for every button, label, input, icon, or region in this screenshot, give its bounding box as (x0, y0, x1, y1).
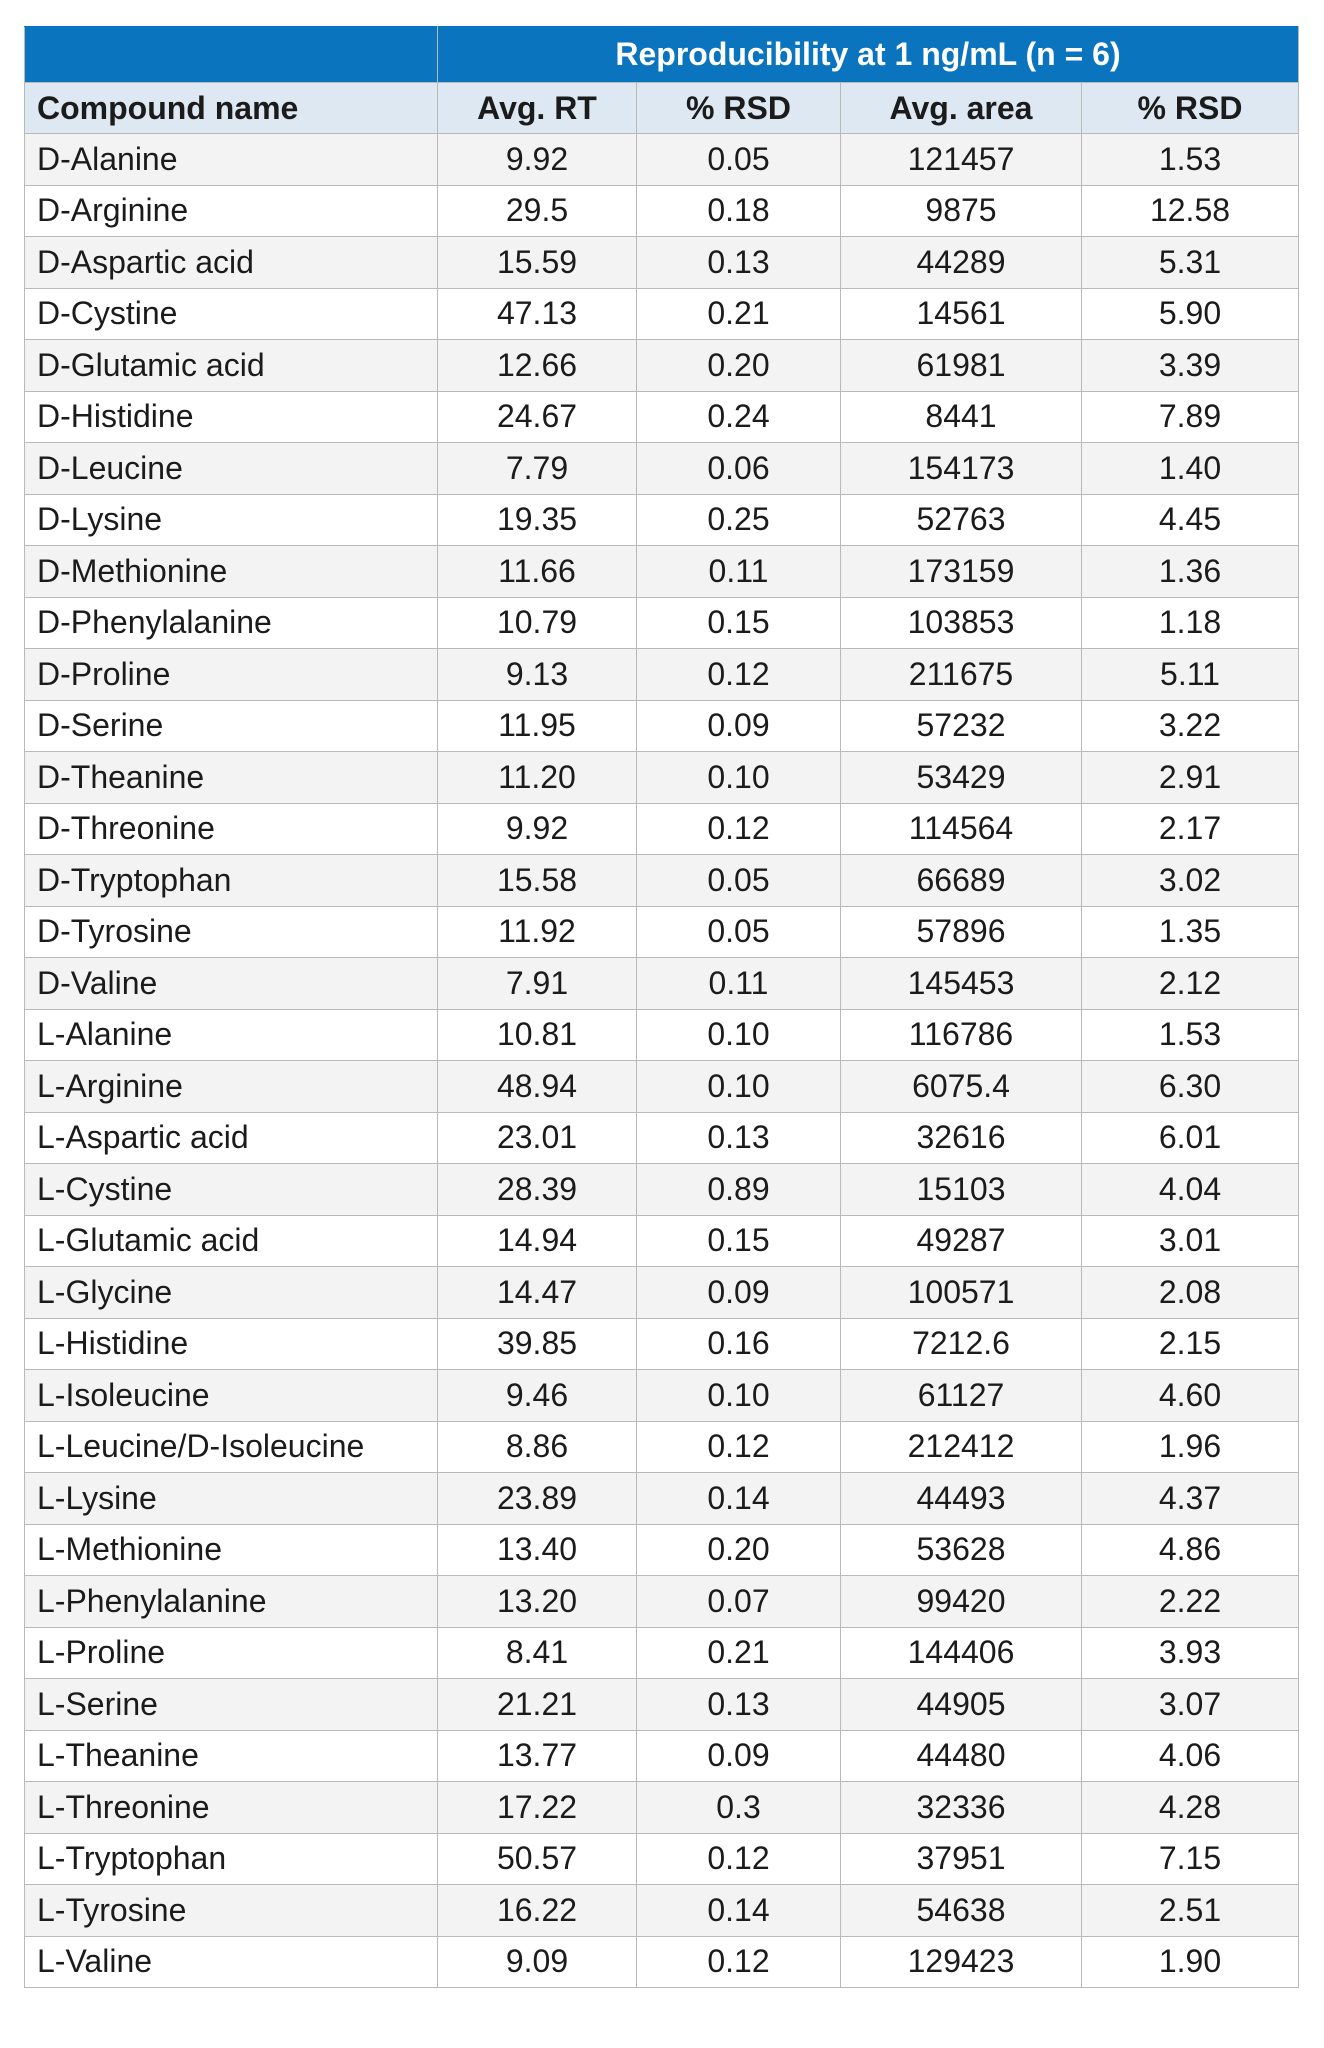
avg-rt-cell: 23.01 (438, 1112, 637, 1164)
table-row (25, 649, 1299, 701)
avg-area-cell: 54638 (841, 1885, 1082, 1937)
compound-name-cell: L-Serine (25, 1679, 438, 1731)
table-row (25, 1164, 1299, 1216)
compound-name-cell: D-Arginine (25, 185, 438, 237)
area-rsd-cell: 5.31 (1082, 237, 1299, 289)
avg-area-cell: 61127 (841, 1370, 1082, 1422)
compound-name-cell: D-Tryptophan (25, 855, 438, 907)
rt-rsd-cell: 0.24 (637, 391, 841, 443)
compound-name-cell: D-Tyrosine (25, 906, 438, 958)
compound-name-cell: L-Histidine (25, 1318, 438, 1370)
rt-rsd-cell: 0.10 (637, 1061, 841, 1113)
avg-area-cell: 116786 (841, 1009, 1082, 1061)
table-row (25, 700, 1299, 752)
avg-area-cell: 6075.4 (841, 1061, 1082, 1113)
table-row (25, 1679, 1299, 1731)
avg-rt-cell: 11.20 (438, 752, 637, 804)
avg-rt-cell: 10.79 (438, 597, 637, 649)
compound-name-cell: D-Cystine (25, 288, 438, 340)
column-header-rt-rsd: % RSD (637, 83, 841, 134)
column-header-avg-rt: Avg. RT (438, 83, 637, 134)
avg-area-cell: 57232 (841, 700, 1082, 752)
avg-area-cell: 114564 (841, 803, 1082, 855)
avg-area-cell: 32336 (841, 1782, 1082, 1834)
avg-rt-cell: 13.77 (438, 1730, 637, 1782)
compound-name-cell: D-Serine (25, 700, 438, 752)
avg-rt-cell: 13.20 (438, 1576, 637, 1628)
area-rsd-cell: 4.28 (1082, 1782, 1299, 1834)
avg-area-cell: 66689 (841, 855, 1082, 907)
rt-rsd-cell: 0.20 (637, 340, 841, 392)
area-rsd-cell: 7.89 (1082, 391, 1299, 443)
area-rsd-cell: 1.53 (1082, 134, 1299, 186)
table-row (25, 1215, 1299, 1267)
area-rsd-cell: 5.11 (1082, 649, 1299, 701)
rt-rsd-cell: 0.13 (637, 1112, 841, 1164)
area-rsd-cell: 1.36 (1082, 546, 1299, 598)
table-row (25, 1885, 1299, 1937)
avg-rt-cell: 16.22 (438, 1885, 637, 1937)
compound-name-cell: L-Isoleucine (25, 1370, 438, 1422)
avg-area-cell: 173159 (841, 546, 1082, 598)
avg-rt-cell: 24.67 (438, 391, 637, 443)
table-row (25, 597, 1299, 649)
column-header-row (25, 83, 1299, 134)
compound-name-cell: L-Phenylalanine (25, 1576, 438, 1628)
area-rsd-cell: 1.35 (1082, 906, 1299, 958)
avg-rt-cell: 9.09 (438, 1936, 637, 1988)
compound-name-cell: L-Threonine (25, 1782, 438, 1834)
rt-rsd-cell: 0.09 (637, 1267, 841, 1319)
compound-name-cell: L-Proline (25, 1627, 438, 1679)
table-row (25, 855, 1299, 907)
rt-rsd-cell: 0.11 (637, 546, 841, 598)
rt-rsd-cell: 0.12 (637, 803, 841, 855)
compound-name-cell: D-Theanine (25, 752, 438, 804)
rt-rsd-cell: 0.13 (637, 1679, 841, 1731)
avg-area-cell: 53628 (841, 1524, 1082, 1576)
table-row (25, 340, 1299, 392)
compound-name-cell: D-Histidine (25, 391, 438, 443)
rt-rsd-cell: 0.10 (637, 1009, 841, 1061)
area-rsd-cell: 3.93 (1082, 1627, 1299, 1679)
avg-rt-cell: 14.94 (438, 1215, 637, 1267)
avg-area-cell: 44493 (841, 1473, 1082, 1525)
compound-name-cell: L-Tryptophan (25, 1833, 438, 1885)
reproducibility-table-container (24, 26, 1298, 1988)
rt-rsd-cell: 0.14 (637, 1885, 841, 1937)
table-row (25, 1833, 1299, 1885)
area-rsd-cell: 4.45 (1082, 494, 1299, 546)
avg-area-cell: 37951 (841, 1833, 1082, 1885)
compound-name-cell: D-Phenylalanine (25, 597, 438, 649)
compound-name-cell: L-Theanine (25, 1730, 438, 1782)
compound-name-cell: L-Leucine/D-Isoleucine (25, 1421, 438, 1473)
table-row (25, 1112, 1299, 1164)
area-rsd-cell: 4.60 (1082, 1370, 1299, 1422)
rt-rsd-cell: 0.21 (637, 1627, 841, 1679)
compound-name-cell: L-Alanine (25, 1009, 438, 1061)
rt-rsd-cell: 0.05 (637, 134, 841, 186)
avg-area-cell: 49287 (841, 1215, 1082, 1267)
area-rsd-cell: 2.91 (1082, 752, 1299, 804)
table-row (25, 1524, 1299, 1576)
avg-rt-cell: 19.35 (438, 494, 637, 546)
area-rsd-cell: 1.96 (1082, 1421, 1299, 1473)
area-rsd-cell: 4.37 (1082, 1473, 1299, 1525)
rt-rsd-cell: 0.09 (637, 1730, 841, 1782)
compound-name-cell: L-Lysine (25, 1473, 438, 1525)
avg-area-cell: 53429 (841, 752, 1082, 804)
avg-rt-cell: 11.92 (438, 906, 637, 958)
table-row (25, 1936, 1299, 1988)
table-row (25, 1576, 1299, 1628)
compound-name-cell: D-Alanine (25, 134, 438, 186)
table-row (25, 1782, 1299, 1834)
rt-rsd-cell: 0.12 (637, 1421, 841, 1473)
avg-area-cell: 100571 (841, 1267, 1082, 1319)
area-rsd-cell: 4.04 (1082, 1164, 1299, 1216)
rt-rsd-cell: 0.20 (637, 1524, 841, 1576)
table-row (25, 958, 1299, 1010)
area-rsd-cell: 2.12 (1082, 958, 1299, 1010)
rt-rsd-cell: 0.05 (637, 906, 841, 958)
column-header-area-rsd: % RSD (1082, 83, 1299, 134)
column-header-compound-name: Compound name (25, 83, 438, 134)
rt-rsd-cell: 0.15 (637, 1215, 841, 1267)
avg-rt-cell: 8.41 (438, 1627, 637, 1679)
area-rsd-cell: 1.18 (1082, 597, 1299, 649)
avg-area-cell: 8441 (841, 391, 1082, 443)
compound-name-cell: D-Glutamic acid (25, 340, 438, 392)
group-header-blank-cell (25, 27, 438, 83)
rt-rsd-cell: 0.89 (637, 1164, 841, 1216)
avg-area-cell: 211675 (841, 649, 1082, 701)
avg-rt-cell: 29.5 (438, 185, 637, 237)
avg-rt-cell: 7.91 (438, 958, 637, 1010)
avg-rt-cell: 21.21 (438, 1679, 637, 1731)
area-rsd-cell: 1.53 (1082, 1009, 1299, 1061)
area-rsd-cell: 6.01 (1082, 1112, 1299, 1164)
area-rsd-cell: 12.58 (1082, 185, 1299, 237)
table-row (25, 391, 1299, 443)
avg-rt-cell: 9.46 (438, 1370, 637, 1422)
rt-rsd-cell: 0.18 (637, 185, 841, 237)
area-rsd-cell: 1.40 (1082, 443, 1299, 495)
area-rsd-cell: 2.08 (1082, 1267, 1299, 1319)
compound-name-cell: L-Cystine (25, 1164, 438, 1216)
avg-area-cell: 44480 (841, 1730, 1082, 1782)
compound-name-cell: L-Tyrosine (25, 1885, 438, 1937)
table-row (25, 1421, 1299, 1473)
avg-rt-cell: 17.22 (438, 1782, 637, 1834)
area-rsd-cell: 2.22 (1082, 1576, 1299, 1628)
avg-rt-cell: 15.59 (438, 237, 637, 289)
rt-rsd-cell: 0.12 (637, 1936, 841, 1988)
avg-area-cell: 212412 (841, 1421, 1082, 1473)
avg-rt-cell: 9.92 (438, 134, 637, 186)
compound-name-cell: D-Leucine (25, 443, 438, 495)
rt-rsd-cell: 0.10 (637, 752, 841, 804)
avg-rt-cell: 9.13 (438, 649, 637, 701)
rt-rsd-cell: 0.21 (637, 288, 841, 340)
table-row (25, 906, 1299, 958)
rt-rsd-cell: 0.13 (637, 237, 841, 289)
table-row (25, 1318, 1299, 1370)
avg-rt-cell: 13.40 (438, 1524, 637, 1576)
avg-area-cell: 144406 (841, 1627, 1082, 1679)
avg-rt-cell: 50.57 (438, 1833, 637, 1885)
avg-rt-cell: 11.66 (438, 546, 637, 598)
area-rsd-cell: 2.15 (1082, 1318, 1299, 1370)
table-row (25, 1730, 1299, 1782)
table-row (25, 1370, 1299, 1422)
avg-area-cell: 44289 (841, 237, 1082, 289)
avg-rt-cell: 15.58 (438, 855, 637, 907)
avg-area-cell: 103853 (841, 597, 1082, 649)
area-rsd-cell: 3.02 (1082, 855, 1299, 907)
group-header-title: Reproducibility at 1 ng/mL (n = 6) (438, 27, 1299, 83)
rt-rsd-cell: 0.11 (637, 958, 841, 1010)
compound-name-cell: D-Proline (25, 649, 438, 701)
avg-rt-cell: 8.86 (438, 1421, 637, 1473)
area-rsd-cell: 5.90 (1082, 288, 1299, 340)
area-rsd-cell: 1.90 (1082, 1936, 1299, 1988)
compound-name-cell: D-Aspartic acid (25, 237, 438, 289)
table-row (25, 1061, 1299, 1113)
compound-name-cell: L-Glutamic acid (25, 1215, 438, 1267)
rt-rsd-cell: 0.07 (637, 1576, 841, 1628)
table-row (25, 237, 1299, 289)
table-row (25, 494, 1299, 546)
avg-area-cell: 32616 (841, 1112, 1082, 1164)
area-rsd-cell: 3.22 (1082, 700, 1299, 752)
compound-name-cell: L-Methionine (25, 1524, 438, 1576)
compound-name-cell: D-Methionine (25, 546, 438, 598)
reproducibility-table (24, 26, 1299, 1988)
avg-area-cell: 129423 (841, 1936, 1082, 1988)
avg-area-cell: 57896 (841, 906, 1082, 958)
area-rsd-cell: 2.51 (1082, 1885, 1299, 1937)
avg-area-cell: 14561 (841, 288, 1082, 340)
avg-rt-cell: 11.95 (438, 700, 637, 752)
area-rsd-cell: 6.30 (1082, 1061, 1299, 1113)
area-rsd-cell: 3.39 (1082, 340, 1299, 392)
table-row (25, 1473, 1299, 1525)
avg-area-cell: 145453 (841, 958, 1082, 1010)
avg-area-cell: 9875 (841, 185, 1082, 237)
table-row (25, 803, 1299, 855)
avg-rt-cell: 39.85 (438, 1318, 637, 1370)
table-row (25, 1009, 1299, 1061)
avg-area-cell: 121457 (841, 134, 1082, 186)
avg-area-cell: 15103 (841, 1164, 1082, 1216)
table-row (25, 752, 1299, 804)
table-row (25, 288, 1299, 340)
table-row (25, 134, 1299, 186)
rt-rsd-cell: 0.25 (637, 494, 841, 546)
rt-rsd-cell: 0.09 (637, 700, 841, 752)
group-header-row (25, 27, 1299, 83)
compound-name-cell: L-Arginine (25, 1061, 438, 1113)
avg-area-cell: 52763 (841, 494, 1082, 546)
table-row (25, 1267, 1299, 1319)
column-header-avg-area: Avg. area (841, 83, 1082, 134)
avg-rt-cell: 23.89 (438, 1473, 637, 1525)
compound-name-cell: L-Glycine (25, 1267, 438, 1319)
area-rsd-cell: 3.01 (1082, 1215, 1299, 1267)
rt-rsd-cell: 0.05 (637, 855, 841, 907)
avg-rt-cell: 7.79 (438, 443, 637, 495)
rt-rsd-cell: 0.06 (637, 443, 841, 495)
avg-area-cell: 44905 (841, 1679, 1082, 1731)
table-body (25, 134, 1299, 1988)
rt-rsd-cell: 0.12 (637, 1833, 841, 1885)
rt-rsd-cell: 0.10 (637, 1370, 841, 1422)
avg-area-cell: 7212.6 (841, 1318, 1082, 1370)
avg-rt-cell: 14.47 (438, 1267, 637, 1319)
area-rsd-cell: 3.07 (1082, 1679, 1299, 1731)
compound-name-cell: D-Valine (25, 958, 438, 1010)
compound-name-cell: L-Valine (25, 1936, 438, 1988)
table-row (25, 1627, 1299, 1679)
rt-rsd-cell: 0.16 (637, 1318, 841, 1370)
area-rsd-cell: 4.86 (1082, 1524, 1299, 1576)
area-rsd-cell: 4.06 (1082, 1730, 1299, 1782)
table-row (25, 546, 1299, 598)
rt-rsd-cell: 0.14 (637, 1473, 841, 1525)
table-row (25, 443, 1299, 495)
compound-name-cell: D-Lysine (25, 494, 438, 546)
compound-name-cell: D-Threonine (25, 803, 438, 855)
avg-area-cell: 61981 (841, 340, 1082, 392)
avg-rt-cell: 28.39 (438, 1164, 637, 1216)
rt-rsd-cell: 0.12 (637, 649, 841, 701)
avg-area-cell: 99420 (841, 1576, 1082, 1628)
area-rsd-cell: 7.15 (1082, 1833, 1299, 1885)
rt-rsd-cell: 0.3 (637, 1782, 841, 1834)
avg-area-cell: 154173 (841, 443, 1082, 495)
avg-rt-cell: 9.92 (438, 803, 637, 855)
area-rsd-cell: 2.17 (1082, 803, 1299, 855)
avg-rt-cell: 10.81 (438, 1009, 637, 1061)
avg-rt-cell: 47.13 (438, 288, 637, 340)
table-row (25, 185, 1299, 237)
avg-rt-cell: 48.94 (438, 1061, 637, 1113)
avg-rt-cell: 12.66 (438, 340, 637, 392)
rt-rsd-cell: 0.15 (637, 597, 841, 649)
compound-name-cell: L-Aspartic acid (25, 1112, 438, 1164)
